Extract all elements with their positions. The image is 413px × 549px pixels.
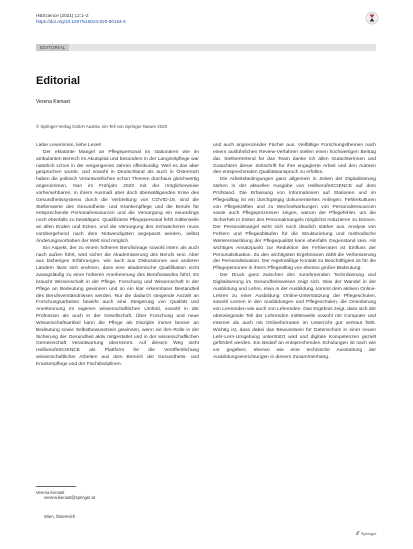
author-name[interactable]: Verena Kienast xyxy=(36,99,70,105)
footnote-email[interactable]: verena.kienast@springer.at xyxy=(44,495,96,501)
doi-link[interactable]: https://doi.org/10.1007/s16024-020-00154-6 xyxy=(36,19,126,24)
body-paragraph: und auch angrenzender Fächer aus. Vielfältige Forschungsthemen nach einem ausführlichen Review-Verfahren stellen einen hochwertigen Beitrag dar. Stellvertretend für das Team danke ich allen Gutachterinnen und Gutachtern dieser Zeitschrift für ihre engagierte Arbeit und den Autoren den entsprechenden Qualitätsanspruch zu erfüllen. xyxy=(213,143,376,176)
section-band xyxy=(36,44,376,51)
footnote-author: Verena Kienast xyxy=(36,490,65,495)
author-footnote xyxy=(36,490,95,501)
copyright-notice: © Springer-Verlag GmbH Austria, ein Teil von Springer Nature 2020 xyxy=(36,124,168,129)
svg-text:Springer: Springer xyxy=(361,531,377,536)
body-paragraph: Die Arbeitsbedingungen ganz allgemein in Zeiten der Digitalisierung stehen in der aktuellen Ausgabe von HeilberufeSCIENCE auf dem Prüfstand. Die Erfassung von Informationen auf Stationen und im Pflegealltag ist ein durchgängig dokumentiertes Anliegen. Fehlerkulturen von Pflegekräften und zu Wechselwirkungen von Personalressourcen sowie auch Pflegeprozessen zeigen, warum der Pflegefehler, um die Sicherheit in Zeiten des Personalmangels möglichst reduzieren zu können. Der Personalmangel wirkt sich noch deutlich stärker aus. Analyse von Fehlern und Pflegeabläufen für die Strukturierung und methodische Weiterentwicklung der Pflegequalität kann ebenfalls Gegenstand sein. Als wichtiges Ansatzpunkt zur Reduktion der Fehlerraten ist Einfluss der Personalsituation. Zu den wichtigsten Ergebnissen zählt die Verbesserung der Personalsituation. Der regelmäßige Kontakt zu Beschäftigten ist für die Pflegepersonen in ihrem Pflegealltag von ebenso großer Bedeutung. xyxy=(213,177,376,272)
body-column-right xyxy=(213,143,376,362)
footnote-divider xyxy=(36,486,76,487)
affiliation-footnote xyxy=(36,514,75,519)
body-paragraph: Der Druck ganz zwischen den zunehmenden Technisierung und Digitalisierung im Gesundheitswesen zeigt sich. Was der Wandel in der Ausbildung und Lehre, etwa in der Ausbildung, kommt dem aktiven Online-Lehren zu einer Ausbildung Online-Unterstützung der Pflegeschulen, sowohl Lernen in den Ausbildungen und Pflegeschulen, die Orientierung von Lernenden wie auch von Lehrenden. Das Ergebnis zeigt, dass sich der überwiegende Teil der Lehrenden mittlerweile sowohl mit Computer und Internet als auch mit Onlineformaten im Unterricht gut vertraut fühlt. Wichtig ist, dass dabei das Bewusstsein für Datenschutz in einer neuen Lehr-Lern-Umgebung unterstützt wird und digitale Kompetenzen gezielt gefördert werden. Ein Bedarf an entsprechenden Schulungen ist nach wie vor gegeben, ebenso wie eine technische Ausstattung der Ausbildungseinrichtungen in diesem Zusammenhang. xyxy=(213,273,376,361)
greeting: Liebe Leserinnen, liebe Leser! xyxy=(36,143,102,148)
check-for-updates-icon[interactable] xyxy=(365,11,379,25)
section-tag: EDITORIAL xyxy=(36,44,69,51)
journal-header xyxy=(36,13,376,25)
springer-logo-icon xyxy=(355,529,377,537)
footnote-affiliation: Wien, Österreich xyxy=(44,514,76,519)
article-title: Editorial xyxy=(36,75,81,87)
body-paragraph: Ein Aspekt, der zu einem höheren Berufsimage sowohl intern als auch nach außen führt, wird sicher die Akademisierung des Berufs sein. Aber aus bisherigen Erfahrungen, wie auch aus Diskussionen aus anderen Ländern lässt sich erahnen, dass eine akademische Qualifikation nicht zwangsläufig zu einer höheren Anerkennung des Berufsstandes führt. Es braucht Wissenschaft in der Pflege, Forschung und Wissenschaft in der Pflege an Bedeutung gewinnen und so ein klar erkennbarer Bestandteil des Berufsverständnisses werden. Nur die dadurch steigende Anzahl an Forschungsarbeiten bewirkt auch eine Steigerung von Qualität und Anerkennung im eigenen wissenschaftlichen Umfeld, sowohl in der Profession als auch in der Gesellschaft. Über Forschung und neue Wissenschaftsartikel kann die Pflege als Disziplin immer besser an Bedeutung sowie Selbstbewusstsein gewinnen, wenn sie ihre Rolle in der Sicherung der Gesundheit aktiv mitgestaltet und in der wissenschaftlichen Gemeinschaft Verantwortung übernimmt. Auf diesem Weg sieht HeilberufeSCIENCE als Plattform für die Veröffentlichung wissenschaftlicher Arbeiten aus dem Bereich der Gesundheits- und Krankenpflege und der Fachdisziplinen. xyxy=(36,245,199,367)
journal-reference: HBScience (2021) 12:1–2 xyxy=(36,13,89,18)
body-column-left xyxy=(36,143,199,369)
body-paragraph: Der eklatante Mangel an Pflegepersonal im stationären wie im ambulanten Bereich im Akutspital und besonders in der Langzeitpflege war natürlich schon in der vergangenen Jahren offenkundig. Weil es das aber gesprochen wurde, und sowohl in Deutschland als auch in Österreich haben die politisch Verantwortlichen schon Themen durchaus gleichwertig angenommen. Nun im Frühjahr 2020 mit der möglicherweise vorhersehbaren, in ihrem Ausmaß aber doch überwältigenden Krise des Gesundheitssystems durch die Verbreitung von COVID-19, sind die Stellenwerte des Gesundheits- und Krankenpflege und die Berufe für entsprechende Personalressourcen und die Versorgung ein neuerdings noch ebenfalls zu bewältigen. Qualifizierte Pflegepersonal fehlt mittlerweile an allen Enden und Ecken, und die Versorgung des Schwächeren muss vorübergehend nach dem Notwendigsten angepasst werden, selbst Änderungsvorhaben der Welt sind möglich. xyxy=(36,149,199,244)
